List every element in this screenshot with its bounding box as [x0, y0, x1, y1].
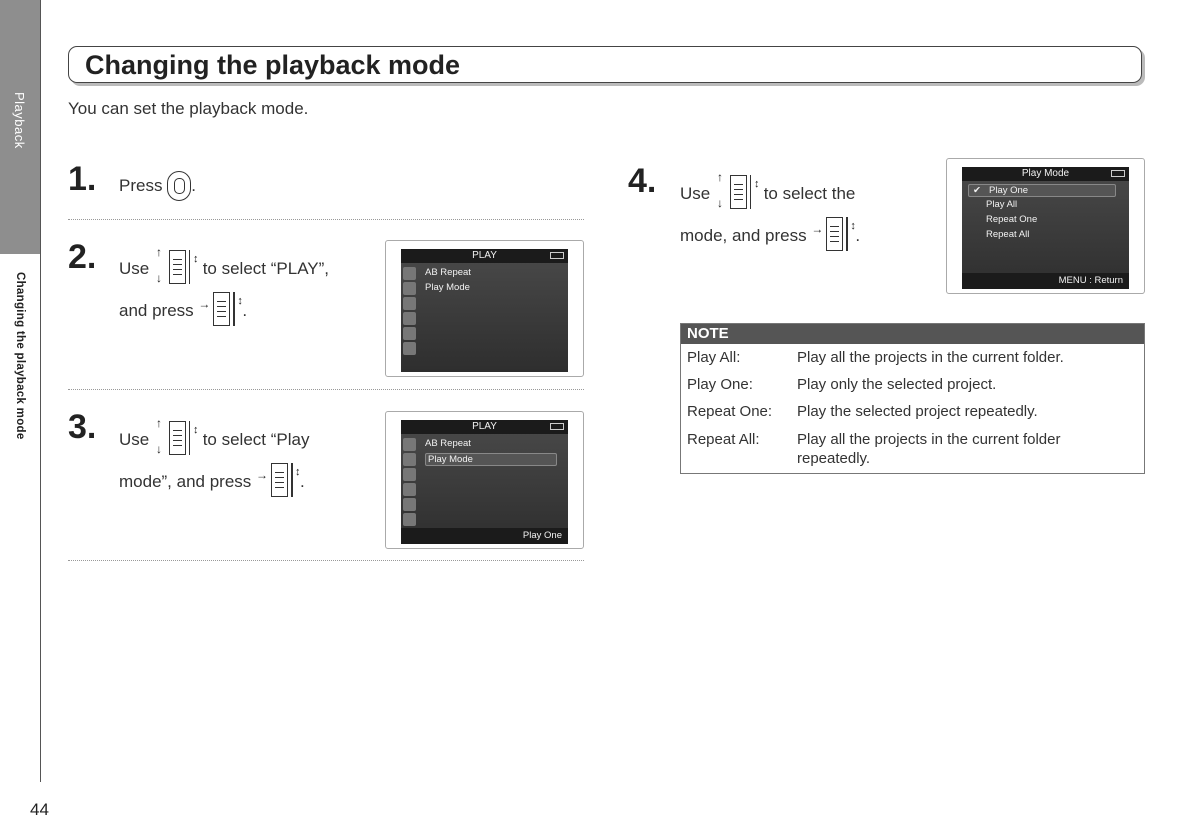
screen-frame-step-2 [385, 240, 584, 377]
step-2-and-press: and press [119, 301, 194, 320]
note-term: Play One: [687, 376, 753, 393]
page-title: Changing the playback mode [85, 50, 461, 80]
screen-item-label: Play One [989, 185, 1029, 196]
page-number: 44 [30, 800, 49, 819]
screen-side-icons [403, 438, 419, 528]
screen-item: Repeat All [986, 229, 1030, 240]
chapter-tab-label: Changing the playback mode [14, 272, 26, 440]
battery-icon [550, 252, 564, 259]
dial-updown-icon: ↑ ↓ ↕ [155, 245, 199, 285]
screen-item: Play Mode [425, 282, 470, 293]
step-3-select: to select “Play [202, 430, 310, 449]
note-term: Play All: [687, 349, 741, 366]
screen-item: AB Repeat [425, 267, 471, 278]
screen-footer: MENU : Return [962, 273, 1129, 289]
step-1-number: 1. [68, 160, 97, 198]
step-divider [68, 219, 584, 220]
step-4-select: to select the [763, 184, 856, 203]
title-box [68, 46, 1142, 83]
screen-header: PLAY [401, 249, 568, 263]
step-3-number: 3. [68, 408, 97, 446]
screen-frame-step-3 [385, 411, 584, 549]
section-tab [0, 0, 40, 254]
screen-side-icons [403, 267, 419, 357]
dial-press-icon: → ↕ [811, 215, 855, 255]
step-3-use: Use [119, 430, 150, 449]
step-4-and-press: mode, and press [680, 226, 807, 245]
battery-icon [550, 423, 564, 430]
checkmark-icon: ✔ [973, 185, 981, 196]
step-divider [68, 389, 584, 390]
screen-header: PLAY [401, 420, 568, 434]
step-1-text [119, 171, 196, 201]
note-definition: Play all the projects in the current folder. [797, 349, 1064, 366]
screen-item: Play All [986, 199, 1018, 210]
section-tab-label: Playback [12, 92, 27, 149]
screen-header: Play Mode [962, 167, 1129, 181]
step-4-number: 4. [628, 162, 657, 200]
battery-icon [1111, 170, 1125, 177]
screen-item: AB Repeat [425, 438, 471, 449]
dial-updown-icon: ↑ ↓ ↕ [155, 416, 199, 456]
screen-footer: Play One [401, 528, 568, 544]
screen-item: Repeat One [986, 214, 1038, 225]
device-screen [962, 167, 1129, 289]
step-divider [68, 560, 584, 561]
step-4-line-1 [680, 170, 856, 213]
step-2-line-1 [119, 245, 329, 288]
note-definition: Play only the selected project. [797, 376, 997, 393]
note-term: Repeat One: [687, 403, 773, 420]
side-rule [40, 0, 41, 782]
screen-item-selected [968, 184, 1116, 197]
menu-button-icon [167, 171, 191, 201]
dial-press-icon: → ↕ [198, 290, 242, 330]
step-3-line-2 [119, 461, 305, 501]
step-3-and-press: mode”, and press [119, 472, 252, 491]
screen-frame-step-4 [946, 158, 1145, 294]
device-screen [401, 420, 568, 544]
step-2-end: . [242, 301, 248, 320]
note-box [680, 323, 1145, 474]
step-4-use: Use [680, 184, 711, 203]
step-1-press: Press [119, 176, 163, 195]
device-screen [401, 249, 568, 372]
step-3-line-1 [119, 416, 310, 459]
step-2-select: to select “PLAY”, [202, 259, 329, 278]
intro-text: You can set the playback mode. [68, 99, 309, 118]
step-4-end: . [855, 226, 861, 245]
note-definition: Play all the projects in the current folder repeatedly. [797, 431, 1061, 467]
step-2-use: Use [119, 259, 150, 278]
step-2-number: 2. [68, 238, 97, 276]
note-term: Repeat All: [687, 431, 760, 448]
step-4-line-2 [680, 215, 860, 255]
dial-updown-icon: ↑ ↓ ↕ [716, 170, 760, 210]
step-1-end: . [191, 176, 196, 195]
screen-item-selected: Play Mode [425, 453, 557, 466]
dial-press-icon: → ↕ [256, 461, 300, 501]
step-3-end: . [300, 472, 305, 491]
step-2-line-2 [119, 290, 247, 330]
note-heading: NOTE [681, 324, 1144, 344]
note-definition: Play the selected project repeatedly. [797, 403, 1038, 420]
